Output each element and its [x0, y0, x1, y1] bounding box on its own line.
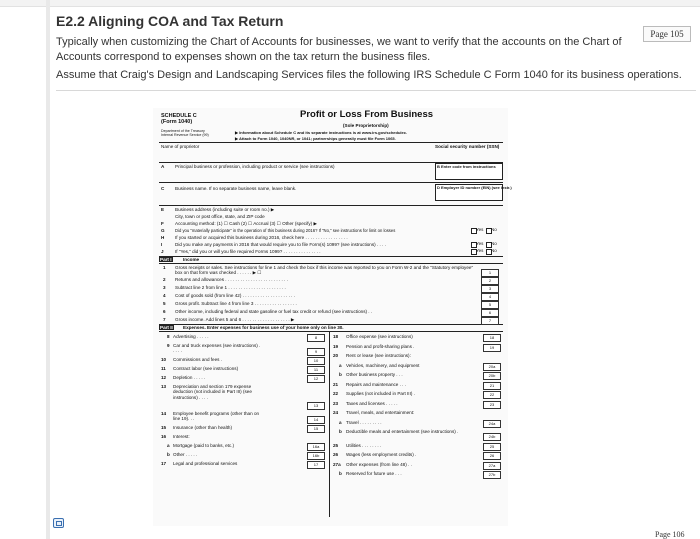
- part1-line-number: 6: [163, 309, 166, 314]
- expense-line-text: Legal and professional services: [173, 461, 238, 466]
- expense-line-number: 27a: [333, 461, 341, 467]
- info-line-1: ▶ Information about Schedule C and its separate instructions is at www.irs.gov/schedulec.: [235, 130, 408, 135]
- expense-line-text: Pension and profit-sharing plans .: [346, 343, 415, 349]
- expense-box-27b[interactable]: 27b: [483, 471, 501, 479]
- expense-line-number: 10: [161, 357, 167, 362]
- expense-line-text: Insurance (other than health): [173, 425, 232, 430]
- expense-line-text: Commissions and fees .: [173, 357, 223, 362]
- part1-line-text: Cost of goods sold (from line 42) . . . . . . . . . . . . . . . . . . . . .: [175, 293, 295, 298]
- part1-line-number: 1: [163, 265, 166, 270]
- expense-line-number: b: [167, 452, 170, 457]
- part1-label: Part I: [160, 257, 172, 262]
- expense-line-text: Mortgage (paid to banks, etc.): [173, 443, 235, 448]
- expense-line-text: Wages (less employment credits) .: [346, 452, 417, 457]
- line-c: Business name. If no separate business name, leave blank.: [175, 186, 297, 191]
- expense-line-number: 14: [161, 411, 167, 416]
- expense-line-number: 22: [333, 391, 339, 396]
- expense-line-text: Repairs and maintenance . . .: [346, 381, 407, 387]
- part1-line-text: Gross profit. Subtract line 4 from line 3 . . . . . . . . . . . . . . . . .: [175, 301, 297, 306]
- expense-box-11[interactable]: 11: [307, 366, 325, 374]
- part1-amount-box-5[interactable]: 5: [481, 301, 499, 309]
- expense-line-text: Depletion . . . . .: [173, 375, 206, 380]
- expense-line-text: Contract labor (see instructions): [173, 366, 239, 371]
- part1-amount-box-4[interactable]: 4: [481, 293, 499, 301]
- expense-line-text: Other expenses (from line 48) . .: [346, 461, 412, 467]
- expense-line-number: a: [339, 362, 342, 368]
- part1-line-number: 3: [163, 285, 166, 290]
- expense-line-number: 13: [161, 384, 167, 389]
- expense-line-number: 11: [161, 366, 166, 371]
- form-title: Profit or Loss From Business: [300, 109, 434, 120]
- part2-title: Expenses. Enter expenses for business use of your home only on line 30.: [183, 325, 344, 330]
- expense-box-9[interactable]: 9: [307, 348, 325, 356]
- page-margin-rule: [46, 0, 50, 539]
- expense-box-16a[interactable]: 16a: [307, 443, 325, 451]
- part1-line-text: Other income, including federal and state gasoline or fuel tax credit or refund (see instructions) . .: [175, 309, 373, 314]
- expense-line-number: 17: [161, 461, 167, 466]
- expense-line-number: 9: [167, 343, 170, 348]
- form-subtitle: (Sole Proprietorship): [343, 123, 389, 128]
- expense-box-13[interactable]: 13: [307, 402, 325, 410]
- part1-title: Income: [183, 257, 200, 262]
- expense-box-10[interactable]: 10: [307, 357, 325, 365]
- expense-line-number: 16: [161, 434, 167, 439]
- expense-line-text: Deductible meals and entertainment (see instructions) .: [346, 429, 459, 434]
- line-h: If you started or acquired this business during 2016, check here . . . . . . . . . . . . . . . . .: [175, 235, 348, 240]
- expense-line-number: 8: [167, 334, 170, 339]
- expense-line-number: 19: [333, 343, 339, 349]
- expense-line-text: Vehicles, machinery, and equipment: [346, 362, 420, 368]
- irs-label: Internal Revenue Service (99): [161, 133, 209, 137]
- dept-label: Department of the Treasury: [161, 129, 205, 133]
- expense-line-text: Office expense (see instructions): [346, 334, 413, 339]
- expense-line-number: 20: [333, 353, 339, 358]
- intro-paragraph: Typically when customizing the Chart of Accounts for businesses, we want to verify that the accounts on the Chart of Accounts correspond to expenses shown on the tax return the business files.: [56, 36, 622, 63]
- expense-line-text: Depreciation and section 179 expense deduction (not included in Part III) (see instructions) . . . .: [173, 384, 252, 400]
- page-number-bottom: Page 106: [655, 530, 685, 539]
- part1-line-text: Gross receipts or sales. See instructions for line 1 and check the box if this income was reported to you on Form W-2 and the "Statutory employee" box on that form was checked . . . . . . ▶ ☐: [175, 265, 474, 276]
- expense-line-text: Travel . . . . . . . . .: [346, 419, 382, 425]
- line-b: B Enter code from instructions: [437, 164, 496, 169]
- expense-box-8[interactable]: 8: [307, 334, 325, 342]
- expense-line-text: Interest:: [173, 434, 190, 439]
- expense-box-21[interactable]: 21: [483, 382, 501, 390]
- top-strip: [0, 0, 700, 7]
- line-i: Did you make any payments in 2016 that would require you to file Form(s) 1099? (see instructions) . . . .: [175, 242, 386, 247]
- expense-line-text: Supplies (not included in Part III) .: [346, 391, 415, 396]
- expense-box-23[interactable]: 23: [483, 401, 501, 409]
- line-f: Accounting method: (1) ☐ Cash (2) ☐ Accrual (3) ☐ Other (specify) ▶: [175, 221, 318, 226]
- expense-box-26[interactable]: 26: [483, 452, 501, 460]
- expense-line-text: Other . . . . .: [173, 452, 198, 457]
- part1-line-text: Gross income. Add lines 5 and 6 . . . . . . . . . . . . . . . . . . . ▶: [175, 317, 295, 322]
- expense-line-text: Travel, meals, and entertainment:: [346, 410, 415, 415]
- expense-line-text: Taxes and licenses . . . . .: [346, 400, 398, 406]
- expense-line-number: b: [339, 471, 342, 476]
- expense-box-22[interactable]: 22: [483, 391, 501, 399]
- info-line-2: ▶ Attach to Form 1040, 1040NR, or 1041; partnerships generally must file Form 1065.: [235, 136, 396, 141]
- expense-line-text: Reserved for future use . . .: [346, 471, 402, 476]
- expense-line-text: Car and truck expenses (see instructions) . . . . .: [173, 343, 261, 354]
- line-e-address: Business address (including suite or room no.) ▶: [175, 207, 275, 212]
- part2-label: Part II: [160, 325, 173, 330]
- part1-line-number: 4: [163, 293, 166, 298]
- part1-line-number: 7: [163, 317, 166, 322]
- expense-line-number: 18: [333, 334, 339, 339]
- page-number-top: Page 105: [643, 26, 691, 42]
- expense-line-number: a: [339, 419, 342, 425]
- expense-box-15[interactable]: 15: [307, 425, 325, 433]
- expense-line-text: Rent or lease (see instructions):: [346, 353, 411, 358]
- expense-line-number: a: [167, 443, 170, 448]
- expense-line-number: 23: [333, 400, 339, 406]
- ssn-label: Social security number (SSN): [435, 144, 500, 149]
- document-icon[interactable]: [53, 518, 64, 528]
- expense-box-16b[interactable]: 16b: [307, 452, 325, 460]
- line-d: D Employer ID number (EIN) (see instr.): [437, 185, 512, 190]
- part1-line-text: Returns and allowances . . . . . . . . . . . . . . . . . . . . . . . . .: [175, 277, 288, 282]
- expense-line-number: 26: [333, 452, 339, 457]
- part1-amount-box-1[interactable]: 1: [481, 269, 499, 277]
- expense-line-text: Advertising . . . . .: [173, 334, 209, 339]
- expense-box-19[interactable]: 19: [483, 344, 501, 352]
- expense-box-20a[interactable]: 20a: [483, 363, 501, 371]
- expense-box-27a[interactable]: 27a: [483, 462, 501, 470]
- schedule-label: SCHEDULE C: [161, 113, 197, 119]
- expense-box-25[interactable]: 25: [483, 443, 501, 451]
- expense-box-20b[interactable]: 20b: [483, 372, 501, 380]
- expense-box-17[interactable]: 17: [307, 461, 325, 469]
- form-number: (Form 1040): [161, 119, 193, 125]
- expense-box-12[interactable]: 12: [307, 375, 325, 383]
- expense-line-text: Other business property . . .: [346, 372, 403, 377]
- assumption-paragraph: Assume that Craig's Design and Landscaping Services files the following IRS Schedule C Form 1040 for its business operations.: [56, 69, 682, 81]
- name-label: Name of proprietor: [161, 144, 200, 149]
- expense-line-number: 24: [333, 410, 339, 415]
- part1-line-number: 5: [163, 301, 166, 306]
- expense-line-number: 25: [333, 442, 339, 448]
- part1-amount-box-6[interactable]: 6: [481, 309, 499, 317]
- schedule-c-form: SCHEDULE C (Form 1040) Department of the Treasury Internal Revenue Service (99) Profit or Loss From Business (Sole Proprietorship) ▶ Information about Schedule C and its separate instructions is at www.irs.gov/schedulec. ▶ Attach to Form 1040, 1040NR, or 1041; partnerships generally must file Form 1065. Name of proprietor Social security number (SSN) A Principal business or profession, including product or service (see instructions) B Enter code from instructions C Business name. If no separate business name, leave blank. D Employer ID number (EIN) (see instr.) E Business address (including suite or room no.) ▶ City, town or post office, state, and ZIP code F Accounting method: (1) ☐ Cash (2) ☐ Accrual (3) ☐ Other (specify) ▶ G Did you "materially participate" in the operation of this business during 2016? If "No," see instructions for limit on losses H If you started or acquired this business during 2016, check here . . . . . . . . . . . . . . . . . I Did you make any payments in 2016 that would require you to file Form(s) 1099? (see instructions) . . . . J If "Yes," did you or will you file required Forms 1099? . . . . . . . . . . . . . . . Yes No Yes No Yes No Part I Income Part II Expenses. Enter expenses for business use of your home only on line 30. 1 Gross receipts or sales. See instructions for line 1 and check the box if this income was reported to you on Form W-2 and the "Statutory employee" box on that form was checked . . . . . . ▶ ☐ 1 2 Returns and allowances . . . . . . . . . . . . . . . . . . . . . . . . . 2 3 Subtract line 2 from line 1 . . . . . . . . . . . . . . . . . . . . . . . 3 4 Cost of goods sold (from line 42) . . . . . . . . . . . . . . . . . . . . . 4 5 Gross profit. Subtract line 4 from line 3 . . . . . . . . . . . . . . . . . 5 6 Other income, including federal and state gasoline or fuel tax credit or refund (see instructions) . . 6 7 Gross income. Add lines 5 and 6 . . . . . . . . . . . . . . . . . . . ▶ 7 8 Advertising . . . . . 8 9 Car and truck expenses (see instructions) . . . . . 9 10 Commissions and fees . 10 11 Contract labor (see instructions) 11 12 Depletion . . . . . 12 13 Depreciation and section 179 expense deduction (not included in Part III) (see instructions) . . . . 13 14 Employee benefit programs (other than on line 19). . . 14 15 Insurance (other than health) 15 16 Interest: a Mortgage (paid to banks, etc.) 16a b Other . . . . . 16b 17 Legal and professional services 17 18 Office expense (see instructions) 18 19 Pension and profit-sharing plans . 19 20 Rent or lease (see instructions): a Vehicles, machinery, and equipment 20a b Other business property . . . 20b 21 Repairs and maintenance . . . 21 22 Supplies (not included in Part III) . 22 23 Taxes and licenses . . . . . 23 24 Travel, meals, and entertainment: a Travel . . . . . . . . . 24a b Deductible meals and entertainment (see instructions) . 24b 25 Utilities . . . . . . . . 25 26 Wages (less employment credits) . 26 27a Other expenses (from line 48) . . 27a b Reserved for future use . . . 27b: [153, 108, 508, 526]
- part1-amount-box-7[interactable]: 7: [481, 317, 499, 325]
- line-g: Did you "materially participate" in the operation of this business during 2016? If "No," see instructions for limit on losses: [175, 228, 396, 233]
- expense-line-number: b: [339, 372, 342, 377]
- part1-amount-box-2[interactable]: 2: [481, 277, 499, 285]
- section-title: E2.2 Aligning COA and Tax Return: [56, 13, 284, 29]
- expense-line-text: Utilities . . . . . . . .: [346, 442, 382, 448]
- expense-line-number: 15: [161, 425, 167, 430]
- part1-line-number: 2: [163, 277, 166, 282]
- expense-line-number: 12: [161, 375, 167, 380]
- expense-line-number: b: [339, 429, 342, 434]
- expense-box-18[interactable]: 18: [483, 334, 501, 342]
- divider: [56, 90, 696, 91]
- expense-line-text: Employee benefit programs (other than on line 19). . .: [173, 411, 260, 422]
- line-j: If "Yes," did you or will you file required Forms 1099? . . . . . . . . . . . . . . .: [175, 249, 321, 254]
- part1-line-text: Subtract line 2 from line 1 . . . . . . . . . . . . . . . . . . . . . . .: [175, 285, 286, 290]
- expense-box-14[interactable]: 14: [307, 416, 325, 424]
- line-a: Principal business or profession, including product or service (see instructions): [175, 164, 335, 169]
- expense-box-24b[interactable]: 24b: [483, 433, 501, 441]
- line-e-city: City, town or post office, state, and ZIP code: [175, 214, 265, 219]
- expense-line-number: 21: [333, 381, 339, 387]
- part1-amount-box-3[interactable]: 3: [481, 285, 499, 293]
- expense-box-24a[interactable]: 24a: [483, 420, 501, 428]
